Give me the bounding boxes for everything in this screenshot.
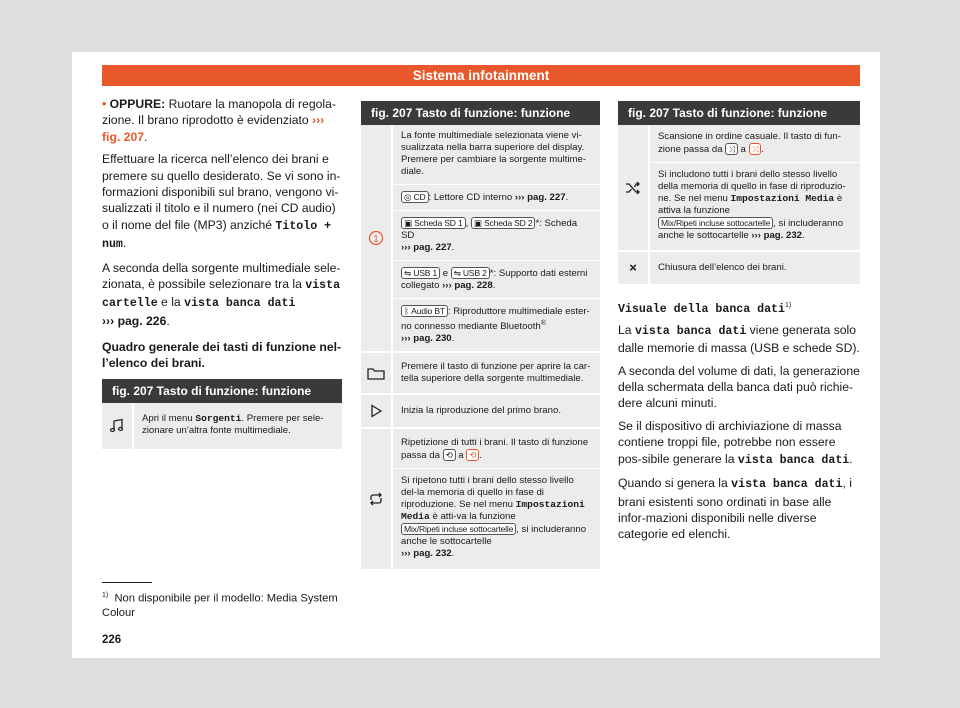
table-cell (133, 403, 342, 450)
paragraph-oppure (102, 96, 342, 145)
text: Se il dispositivo di archiviazione di massa contiene troppi file, potrebbe non essere pos-sibile generare la (618, 418, 842, 466)
play-icon (361, 394, 392, 428)
figure-title: fig. 207 Tasto di funzione: funzione (618, 101, 860, 125)
database-view-title (618, 302, 860, 316)
text: . (802, 230, 805, 241)
text: Si ripetono tutti i brani dello stesso livello del-la memoria di quello in fase di riproduzione. Se nel menu (401, 475, 574, 511)
mono-term: vista cartelle (102, 279, 341, 311)
paragraph-search (102, 151, 342, 253)
text: : Riproduttore multimediale ester-no connesso mediante Bluetooth (401, 306, 590, 333)
figure-table (361, 125, 600, 571)
table-row (361, 125, 600, 185)
paragraph-db3 (618, 418, 860, 469)
repeat-active-key-icon: ⟲ (466, 449, 479, 461)
close-icon: × (618, 251, 649, 285)
mono-term: Impostazioni Media (401, 499, 585, 523)
text: Si includono tutti i brani dello stesso livello della memoria di quello in fase di riproduzio-ne. Se nel menu (658, 169, 846, 204)
text: Scheda SD 1 (414, 218, 463, 228)
table-cell (392, 211, 600, 261)
table-cell: Inizia la riproduzione del primo brano. (392, 394, 600, 428)
mono-term: vista banca dati (634, 324, 747, 338)
table-row (361, 352, 600, 394)
text: , (465, 218, 471, 229)
table-row (361, 469, 600, 571)
repeat-key-icon: ⟲ (443, 449, 456, 461)
callout-1-icon (361, 125, 392, 352)
table-row (361, 428, 600, 469)
arrow-ref-icon: ››› (312, 113, 325, 128)
left-column (102, 96, 342, 451)
text: . (122, 236, 127, 251)
table-row (618, 251, 860, 285)
table-row (361, 299, 600, 353)
text: USB 1 (413, 268, 438, 278)
footnote (102, 589, 342, 620)
text: viene generata solo dalle memorie di massa (USB e schede SD). (618, 322, 860, 356)
section-heading: Quadro generale dei tasti di funzione nel-l’elenco dei brani. (102, 340, 342, 371)
text: Non disponibile per il modello: Media System Colour (102, 592, 338, 619)
middle-column (361, 101, 600, 571)
text: . (761, 144, 764, 155)
table-row (618, 125, 860, 163)
page-number: 226 (102, 634, 122, 646)
text: Scansione in ordine casuale. Il tasto di fun-zione passa da (658, 131, 841, 155)
page-ref-link[interactable]: ››› pag. 228 (442, 280, 493, 291)
table-cell (649, 125, 860, 163)
footnote-marker: 1) (784, 302, 792, 309)
text: Effettuare la ricerca nell’elenco dei brani e premere su quello desiderato. Se vi sono in-formazioni disponibili sul brano, vengono vi-sualizzati il titolo e il numero (nei CD audio) o il nome del file (MP3) anziché (102, 152, 341, 232)
text: *: Supporto dati esterni collegato (401, 268, 588, 291)
text: : Lettore CD interno (428, 192, 515, 203)
table-cell (392, 469, 600, 571)
text: . (451, 242, 455, 253)
table-row (618, 163, 860, 252)
figure-table (102, 403, 342, 451)
page-ref-link[interactable]: ››› pag. 230 (401, 333, 452, 345)
shuffle-active-key-icon: ⤨ (749, 143, 762, 155)
paragraph-db1 (618, 322, 860, 357)
text: è atti-va la funzione (429, 511, 516, 523)
text: . (166, 313, 170, 328)
text: a (455, 450, 467, 462)
paragraph-db4 (618, 475, 860, 543)
text: . Premere per sele-zionare un’altra fonte multimediale. (142, 413, 324, 437)
table-cell: Premere il tasto di funzione per aprire la car-tella superiore della sorgente multimediale. (392, 352, 600, 394)
text: . (479, 450, 482, 462)
shuffle-icon (618, 125, 649, 251)
repeat-icon (361, 428, 392, 570)
table-row (361, 211, 600, 261)
arrow-ref-icon: ››› (102, 313, 115, 328)
text: USB 2 (462, 268, 487, 278)
table-row (361, 394, 600, 428)
text: Visuale della banca dati (618, 302, 785, 316)
text: è attiva la funzione (658, 193, 843, 216)
paragraph-source (102, 260, 342, 330)
text: . (849, 451, 853, 466)
figure-box-left (102, 379, 342, 451)
table-row (361, 261, 600, 299)
footnote-divider (102, 582, 152, 583)
text: Scheda SD 2 (484, 218, 533, 228)
cd-key: ◎ CD (401, 191, 429, 203)
text: . (565, 192, 569, 203)
page-ref-link[interactable]: ››› pag. 227 (401, 242, 452, 253)
mix-repeat-key: Mix/Ripeti incluse sottocartelle (658, 217, 773, 229)
text: a (737, 144, 749, 155)
page-ref-link[interactable]: pag. 226 (117, 313, 167, 328)
text: , i brani esistenti sono ordinati in base alle infor-mazioni disponibili nelle diverse categorie ed elenchi. (618, 476, 852, 542)
text: , si includeranno anche le sottocartelle (658, 218, 844, 241)
page-ref-link[interactable]: ››› pag. 227 (514, 192, 566, 203)
mono-term: vista banca dati (737, 453, 850, 467)
figure-title: fig. 207 Tasto di funzione: funzione (361, 101, 600, 125)
text: e la (157, 295, 185, 310)
table-cell: La fonte multimediale selezionata viene vi-sualizzata nella barra superiore del display. Premere per cambiare la sorgente multime-diale. (392, 125, 600, 185)
manual-page (72, 52, 880, 658)
right-column (618, 101, 860, 549)
text: Ripetizione di tutti i brani. Il tasto di funzione passa da (401, 437, 589, 462)
text: Ruotare la manopola di regola-zione. Il brano riprodotto è evidenziato (102, 97, 336, 128)
mono-term: vista banca dati (184, 297, 296, 311)
table-cell (649, 163, 860, 252)
page-ref-link[interactable]: ››› pag. 232 (751, 230, 802, 241)
table-cell: Chiusura dell’elenco dei brani. (649, 251, 860, 285)
usb1-key: ⇋ USB 1 (401, 267, 440, 279)
text: . (492, 280, 496, 291)
mix-repeat-key: Mix/Ripeti incluse sottocartelle (401, 523, 516, 535)
mono-term: Sorgenti (195, 413, 242, 425)
table-cell (392, 261, 600, 299)
section-header: Sistema infotainment (102, 65, 860, 86)
table-row (361, 185, 600, 211)
text: e (440, 268, 451, 279)
sd2-key: ▣ Scheda SD 2 (471, 217, 536, 229)
usb2-key: ⇋ USB 2 (451, 267, 490, 279)
music-note-icon (102, 403, 133, 450)
fig-ref-link[interactable]: fig. 207 (102, 129, 144, 144)
text: CD (413, 192, 426, 202)
table-row (102, 403, 342, 450)
table-cell (392, 428, 600, 469)
text: ® (540, 320, 546, 327)
text: Quando si genera la (618, 476, 732, 491)
text: A seconda della sorgente multimediale sele-zionata, è possibile selezionare tra la (102, 260, 341, 292)
figure-title: fig. 207 Tasto di funzione: funzione (102, 379, 342, 403)
table-cell (392, 185, 600, 211)
shuffle-key-icon: ⤨ (725, 143, 738, 155)
text: La (618, 322, 635, 337)
text: . (144, 129, 148, 144)
text: , si includeranno anche le sottocartelle (401, 524, 587, 548)
bullet-icon: • (102, 97, 107, 111)
text: *: Scheda SD (401, 218, 578, 241)
mono-term: Impostazioni Media (730, 193, 835, 204)
sd1-key: ▣ Scheda SD 1 (401, 217, 466, 229)
text: Audio BT (411, 306, 445, 316)
paragraph-db2: A seconda del volume di dati, la generazione della schermata della banca dati può richie-dere alcuni minuti. (618, 363, 860, 411)
page-ref-link[interactable]: ››› pag. 232 (401, 548, 452, 560)
footnote-marker: 1) (102, 592, 109, 599)
folder-up-icon (361, 352, 392, 394)
table-cell (392, 299, 600, 353)
label-oppure: OPPURE: (109, 97, 166, 111)
mono-term: Titolo + num (102, 219, 332, 252)
badge-number: 1 (373, 233, 379, 244)
figure-table (618, 125, 860, 286)
bluetooth-key: ᛒ Audio BT (401, 305, 448, 317)
text: . (451, 333, 455, 345)
text: . (451, 548, 455, 560)
text: Apri il menu (142, 413, 196, 425)
mono-term: vista banca dati (731, 478, 843, 492)
